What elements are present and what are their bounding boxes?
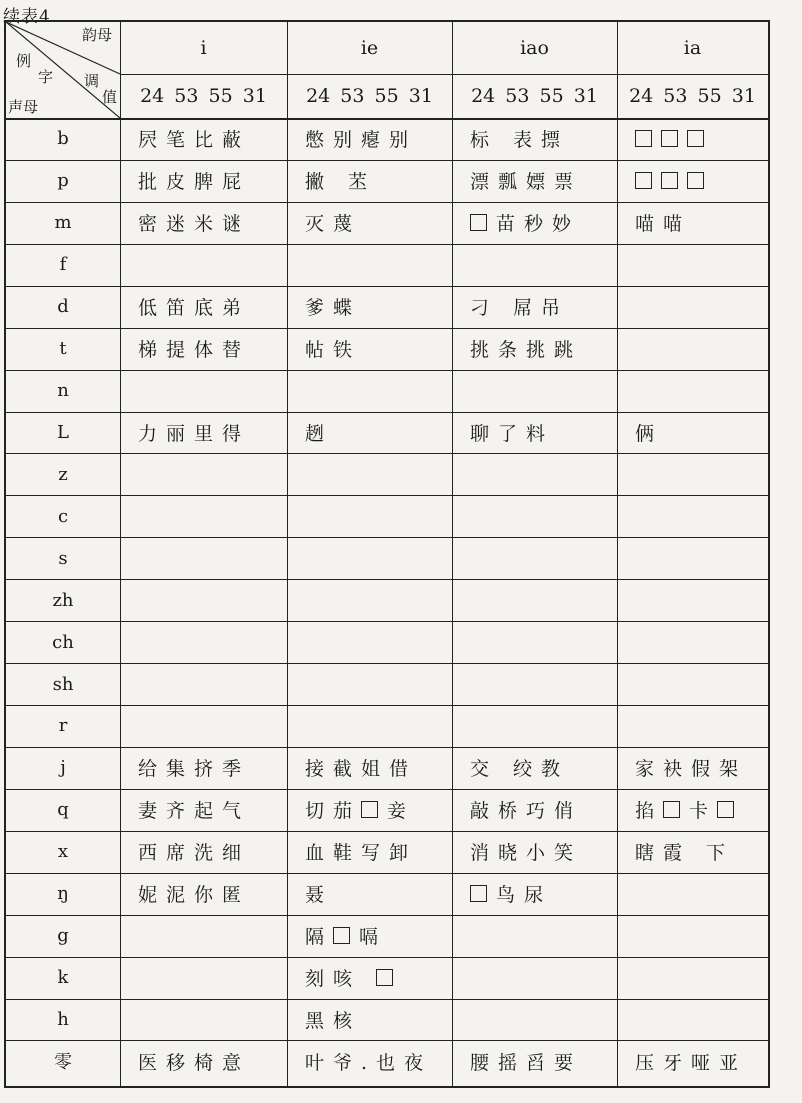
empty-box-glyph (687, 172, 704, 189)
initial-label: c (57, 505, 69, 527)
row-divider (6, 663, 768, 664)
example-chars-cell (452, 244, 617, 286)
initial-label: h (57, 1008, 69, 1030)
tone-values: 24 53 55 31 (629, 85, 756, 107)
example-chars-cell: 帖铁 (305, 339, 362, 362)
row-divider (6, 537, 768, 538)
example-chars-cell (452, 957, 617, 999)
empty-box-glyph (333, 927, 350, 944)
example-chars-cell (617, 453, 768, 495)
example-chars-cell: 撇 苤 (305, 171, 377, 194)
empty-box-glyph (635, 130, 652, 147)
example-chars-cell: 聂 (305, 884, 334, 907)
example-chars-cell: 切茄 妾 (305, 800, 416, 823)
example-chars-cell: 接截姐借 (305, 758, 418, 781)
example-chars-cell: 低笛底弟 (138, 297, 251, 320)
initial-label: m (54, 212, 72, 234)
example-chars-cell: 黑核 (305, 1009, 362, 1032)
initial-label: b (57, 128, 69, 150)
example-chars-cell (617, 118, 768, 160)
example-chars-cell (617, 915, 768, 957)
example-chars-cell (120, 663, 287, 705)
tone-values: 24 53 55 31 (140, 85, 267, 107)
example-chars-cell (452, 579, 617, 621)
column-divider (617, 22, 618, 1086)
example-chars-cell: 鸟尿 (452, 873, 617, 915)
final-header: i (200, 37, 207, 59)
header-divider (120, 74, 768, 75)
example-chars-cell: 妻齐起气 (138, 800, 251, 823)
example-chars-cell: 憋别瘪别 (305, 129, 418, 152)
empty-box-glyph (687, 130, 704, 147)
example-chars-cell (287, 370, 452, 412)
example-chars-cell (617, 328, 768, 370)
example-chars-cell (452, 663, 617, 705)
example-chars-cell (617, 160, 768, 202)
empty-box-glyph (717, 801, 734, 818)
example-chars-cell (452, 621, 617, 663)
example-chars-cell (287, 495, 452, 537)
example-chars-cell (617, 957, 768, 999)
example-chars-cell (287, 537, 452, 579)
example-chars-cell: 隔 嗝 (305, 926, 388, 949)
column-divider (120, 22, 121, 1086)
empty-box-glyph (663, 801, 680, 818)
example-chars-cell (617, 999, 768, 1041)
column-divider (452, 22, 453, 1086)
example-chars-cell (287, 244, 452, 286)
initial-label: t (59, 338, 67, 360)
example-chars-cell (120, 244, 287, 286)
example-chars-cell: 医移椅意 (138, 1051, 251, 1074)
example-chars-cell (287, 705, 452, 747)
example-chars-cell: 灭蔑 (305, 213, 362, 236)
example-chars-cell (452, 915, 617, 957)
initial-label: 零 (54, 1052, 72, 1074)
empty-box-glyph (635, 172, 652, 189)
example-chars-cell (120, 705, 287, 747)
initial-label: g (57, 925, 69, 947)
row-divider (6, 831, 768, 832)
example-chars-cell (287, 453, 452, 495)
column-divider (287, 22, 288, 1086)
row-divider (6, 412, 768, 413)
example-chars-cell: 力丽里得 (138, 422, 251, 445)
initial-label: ŋ (57, 883, 69, 905)
example-chars-cell: 刁 屌吊 (470, 297, 570, 320)
initial-label: z (58, 463, 68, 485)
empty-box-glyph (661, 172, 678, 189)
example-chars-cell: 西席洗细 (138, 842, 251, 865)
corner-example-label-2: 字 (38, 68, 54, 86)
example-chars-cell (452, 537, 617, 579)
initial-label: ch (52, 631, 74, 653)
example-chars-cell: 给集挤季 (138, 758, 251, 781)
initial-label: k (57, 967, 69, 989)
row-divider (6, 999, 768, 1000)
example-chars-cell (617, 286, 768, 328)
initial-label: f (59, 254, 67, 276)
example-chars-cell (120, 453, 287, 495)
example-chars-cell: 梯提体替 (138, 339, 251, 362)
row-divider (6, 244, 768, 245)
initial-label: s (58, 547, 68, 569)
row-divider (6, 495, 768, 496)
example-chars-cell (617, 495, 768, 537)
example-chars-cell: 标 表摽 (470, 129, 570, 152)
initial-label: r (58, 715, 68, 737)
example-chars-cell (120, 370, 287, 412)
example-chars-cell (120, 537, 287, 579)
example-chars-cell: 叶爷.也夜 (305, 1051, 433, 1074)
example-chars-cell: 密迷米谜 (138, 213, 251, 236)
row-divider (6, 370, 768, 371)
example-chars-cell (617, 873, 768, 915)
example-chars-cell: 趔 (305, 422, 334, 445)
empty-box-glyph (470, 214, 487, 231)
example-chars-cell (452, 999, 617, 1041)
example-chars-cell (617, 663, 768, 705)
example-chars-cell (120, 579, 287, 621)
example-chars-cell (452, 453, 617, 495)
corner-example-label-1: 例 (16, 52, 32, 70)
header-bottom-divider (6, 118, 768, 120)
empty-box-glyph (661, 130, 678, 147)
example-chars-cell: 腰摇舀要 (470, 1051, 583, 1074)
row-divider (6, 328, 768, 329)
empty-box-glyph (470, 885, 487, 902)
example-chars-cell: 喵喵 (635, 213, 692, 236)
example-chars-cell: 妮泥你匿 (138, 884, 251, 907)
table-caption: 续表4 (3, 7, 51, 27)
final-header: ia (683, 37, 702, 59)
tone-values: 24 53 55 31 (306, 85, 433, 107)
row-divider (6, 453, 768, 454)
example-chars-cell (287, 621, 452, 663)
example-chars-cell: 挑条挑跳 (470, 339, 583, 362)
example-chars-cell: 敲桥巧俏 (470, 800, 583, 823)
row-divider (6, 579, 768, 580)
example-chars-cell: 瞎霞 下 (635, 842, 735, 865)
final-header: iao (520, 37, 549, 59)
corner-tone-label-2: 值 (102, 88, 118, 106)
example-chars-cell: 漂瓢嫖票 (470, 171, 583, 194)
initial-label: zh (52, 589, 74, 611)
initial-label: L (57, 421, 69, 443)
example-chars-cell (617, 370, 768, 412)
example-chars-cell (120, 621, 287, 663)
example-chars-cell (120, 495, 287, 537)
empty-box-glyph (361, 801, 378, 818)
example-chars-cell: 批皮脾屁 (138, 171, 251, 194)
example-chars-cell: 苗秒妙 (452, 202, 617, 244)
example-chars-cell: 消晓小笑 (470, 842, 583, 865)
corner-tone-label-1: 调 (84, 72, 100, 90)
example-chars-cell: 血鞋写卸 (305, 842, 418, 865)
tone-values: 24 53 55 31 (471, 85, 598, 107)
row-divider (6, 160, 768, 161)
example-chars-cell: 交 绞教 (470, 758, 570, 781)
row-divider (6, 705, 768, 706)
row-divider (6, 915, 768, 916)
row-divider (6, 202, 768, 203)
example-chars-cell (617, 579, 768, 621)
example-chars-cell (617, 244, 768, 286)
example-chars-cell (617, 705, 768, 747)
final-header: ie (360, 37, 379, 59)
example-chars-cell: 俩 (635, 422, 664, 445)
row-divider (6, 873, 768, 874)
example-chars-cell: 爹蝶 (305, 297, 362, 320)
example-chars-cell (617, 621, 768, 663)
example-chars-cell (617, 537, 768, 579)
initial-label: q (57, 799, 69, 821)
corner-final-label: 韵母 (82, 26, 113, 44)
initial-label: n (57, 380, 69, 402)
row-divider (6, 747, 768, 748)
row-divider (6, 286, 768, 287)
initial-label: x (57, 841, 69, 863)
example-chars-cell: 刻咳 (287, 957, 452, 999)
syllable-table (4, 20, 770, 1088)
initial-label: j (60, 757, 66, 779)
example-chars-cell: 家袂假架 (635, 758, 748, 781)
example-chars-cell (287, 663, 452, 705)
row-divider (6, 957, 768, 958)
corner-initial-label: 声母 (8, 98, 39, 116)
example-chars-cell (120, 999, 287, 1041)
row-divider (6, 621, 768, 622)
example-chars-cell: 压牙哑亚 (635, 1051, 748, 1074)
example-chars-cell: 屄笔比蔽 (138, 129, 251, 152)
example-chars-cell (120, 915, 287, 957)
example-chars-cell (452, 495, 617, 537)
row-divider (6, 1040, 768, 1041)
initial-label: d (57, 296, 69, 318)
initial-label: sh (52, 673, 74, 695)
example-chars-cell: 掐 卡 (617, 789, 768, 831)
initial-label: p (57, 170, 69, 192)
example-chars-cell: 聊了料 (470, 422, 555, 445)
example-chars-cell (452, 370, 617, 412)
example-chars-cell (120, 957, 287, 999)
empty-box-glyph (376, 969, 393, 986)
row-divider (6, 789, 768, 790)
example-chars-cell (287, 579, 452, 621)
example-chars-cell (452, 705, 617, 747)
